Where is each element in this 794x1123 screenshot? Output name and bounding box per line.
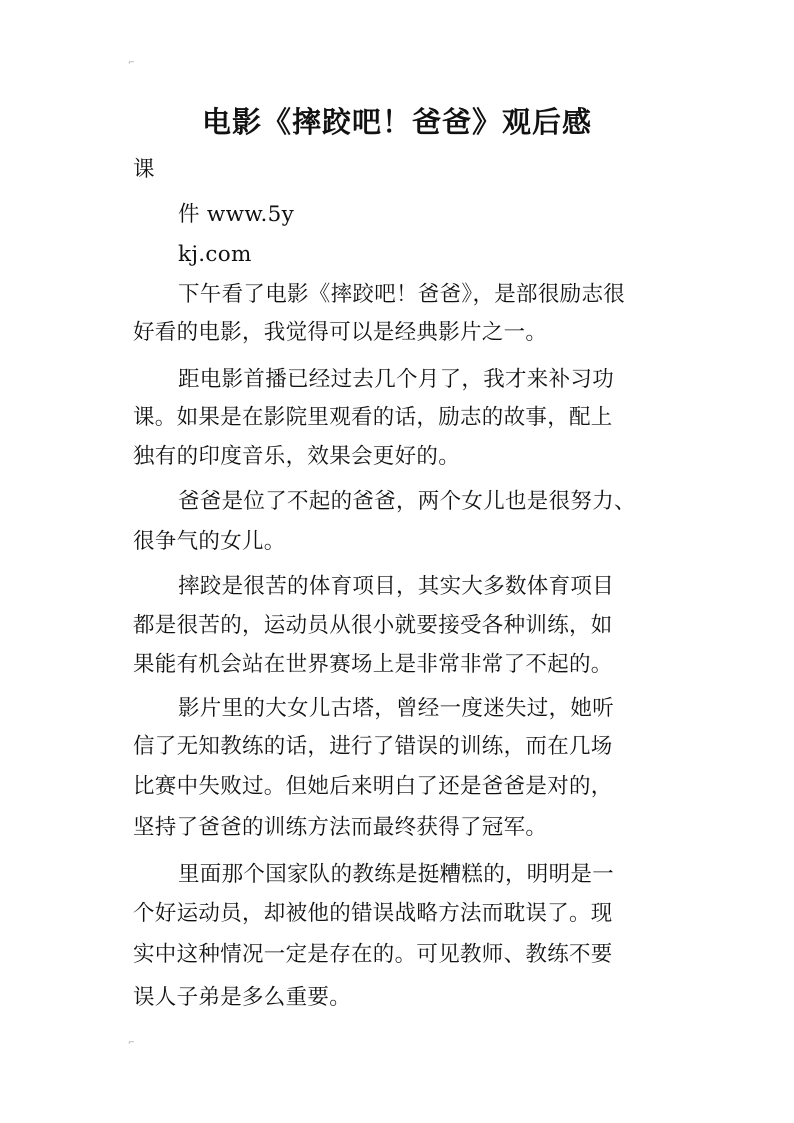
paragraph-line: 误人子弟是多么重要。	[133, 985, 352, 1010]
document-title: 电影《摔跤吧！爸爸》观后感	[201, 105, 592, 139]
paragraph-line: 比赛中失败过。但她后来明白了还是爸爸是对的，	[133, 774, 613, 799]
corner-mark-top: ⌐	[128, 58, 135, 67]
paragraph-line: 影片里的大女儿古塔，曾经一度迷失过，她听	[178, 696, 615, 721]
paragraph-line: 好看的电影，我觉得可以是经典影片之一。	[133, 320, 548, 345]
paragraph-line: 课。如果是在影院里观看的话，励志的故事，配上	[133, 405, 613, 430]
text-line: 课	[133, 157, 155, 182]
paragraph-line: 摔跤是很苦的体育项目，其实大多数体育项目	[178, 574, 615, 599]
paragraph-line: 距电影首播已经过去几个月了，我才来补习功	[178, 367, 615, 392]
paragraph-line: 都是很苦的，运动员从很小就要接受各种训练，如	[133, 613, 613, 638]
paragraph-line: 实中这种情况一定是存在的。可见教师、教练不要	[133, 942, 613, 967]
paragraph-line: 果能有机会站在世界赛场上是非常非常了不起的。	[133, 652, 613, 677]
paragraph-line: 很争气的女儿。	[133, 529, 286, 554]
paragraph-line: 信了无知教练的话，进行了错误的训练，而在几场	[133, 734, 613, 759]
text-line: 件 www.5y	[178, 202, 295, 227]
paragraph-line: 坚持了爸爸的训练方法而最终获得了冠军。	[133, 815, 548, 840]
paragraph-line: 个好运动员，却被他的错误战略方法而耽误了。现	[133, 901, 613, 926]
paragraph-line: 独有的印度音乐，效果会更好的。	[133, 444, 461, 469]
paragraph-line: 下午看了电影《摔跤吧！爸爸》，是部很励志很	[178, 282, 626, 307]
corner-mark-bottom: ⌐	[128, 1038, 135, 1047]
paragraph-line: 里面那个国家队的教练是挺糟糕的，明明是一	[178, 862, 615, 887]
text-line: kj.com	[178, 242, 252, 267]
paragraph-line: 爸爸是位了不起的爸爸，两个女儿也是很努力、	[178, 489, 636, 514]
